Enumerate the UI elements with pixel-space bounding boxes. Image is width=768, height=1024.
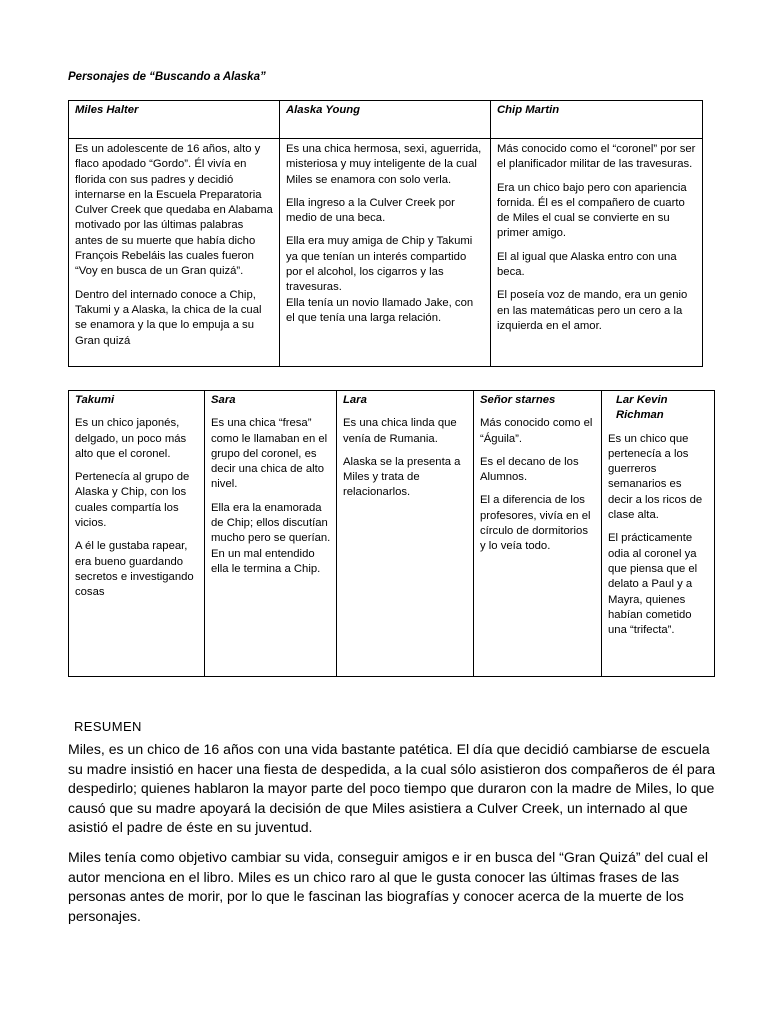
cell-paragraph: El al igual que Alaska entro con una beca. (497, 250, 677, 279)
cell-sara (205, 391, 337, 677)
cell-paragraph: Ella era muy amiga de Chip y Takumi ya que tenían un interés compartido por el alcohol, los cigarros y las travesuras. (286, 235, 473, 294)
summary-heading: RESUMEN (74, 719, 142, 734)
cell-paragraph: Es un chico que pertenecía a los guerreros semanarios es decir a los ricos de clase alta. (608, 432, 703, 522)
header-sara: Sara (211, 394, 236, 406)
cell-lara (337, 391, 474, 677)
cell-paragraph: Dentro del internado conoce a Chip, Takumi y a Alaska, la chica de la cual se enamora y la que lo empuja a su Gran quizá (75, 288, 262, 347)
cell-paragraph: Es el decano de los Alumnos. (480, 455, 579, 484)
cell-paragraph: El prácticamente odia al coronel ya que piensa que el delato a Paul y a Mayra, quienes habían cometido una “trifecta”. (608, 532, 698, 637)
summary-paragraph: Miles, es un chico de 16 años con una vida bastante patética. El día que decidió cambiarse de escuela su madre insistió en hacer una fiesta de despedida, a la cual sólo asistieron dos compañeros de él para despedirlo; quienes hablaron la mayor parte del poco tiempo que duraron con la madre de Miles, lo que causó que su madre apoyará la decisión de que Miles asistiera a Culver Creek, un internado al que asistió el padre de éste en su juventud. (68, 741, 716, 836)
cell-paragraph: El poseía voz de mando, era un genio en las matemáticas pero un cero a la izquierda en el amor. (497, 289, 688, 332)
cell-paragraph: Pertenecía al grupo de Alaska y Chip, con los cuales compartía los vicios. (75, 471, 190, 530)
cell-takumi (69, 391, 205, 677)
header-senor-starnes: Señor starnes (480, 394, 556, 406)
cell-paragraph: Alaska se la presenta a Miles y trata de relacionarlos. (343, 455, 461, 499)
cell-paragraph: Ella tenía un novio llamado Jake, con el que tenía una larga relación. (286, 296, 474, 324)
header-takumi: Takumi (75, 394, 115, 406)
cell-paragraph: Es una chica “fresa” como le llamaban en el grupo del coronel, es decir una chica de alto nivel. (211, 417, 328, 491)
table-row (69, 139, 703, 367)
cell-paragraph: Es una chica hermosa, sexi, aguerrida, misteriosa y muy inteligente de la cual Miles se enamora con solo verla. (286, 143, 482, 186)
cell-paragraph: Ella era la enamorada de Chip; ellos discutían mucho pero se querían. En un mal entendido ella le termina a Chip. (211, 501, 331, 575)
header-miles-halter: Miles Halter (69, 101, 280, 139)
summary-body (68, 740, 718, 936)
header-lar-kevin-richman: Lar Kevin Richman (616, 394, 668, 422)
cell-paragraph: Es un adolescente de 16 años, alto y flaco apodado “Gordo”. Él vivía en florida con sus padres y decidió internarse en la Escuela Preparatoria Culver Creek que quedaba en Alabama motivado por las últimas palabras antes de su muerte que había dicho François Rebeláis las cuales fueron “Voy en busca de un Gran quizá”. (75, 143, 273, 278)
cell-paragraph: Más conocido como el “coronel” por ser el planificador militar de las travesuras. (497, 143, 696, 171)
cell-paragraph: A él le gustaba rapear, era bueno guardando secretos e investigando cosas (75, 540, 194, 599)
cell-paragraph: Es una chica linda que venía de Rumania. (343, 417, 457, 445)
cell-alaska-young (280, 139, 491, 367)
cell-paragraph: El a diferencia de los profesores, vivía en el círculo de dormitorios y lo veía todo. (480, 494, 591, 553)
cell-paragraph: Más conocido como el “Águila”. (480, 417, 593, 445)
characters-table-1 (68, 100, 703, 367)
cell-lar-kevin-richman (602, 391, 715, 677)
cell-miles-halter (69, 139, 280, 367)
cell-paragraph: Era un chico bajo pero con apariencia fornida. Él es el compañero de cuarto de Miles el cual se convierte en su primer amigo. (497, 181, 687, 240)
table-row (69, 391, 715, 677)
cell-paragraph: Es un chico japonés, delgado, un poco más alto que el coronel. (75, 417, 187, 460)
cell-senor-starnes (474, 391, 602, 677)
header-chip-martin: Chip Martin (491, 101, 703, 139)
cell-chip-martin (491, 139, 703, 367)
summary-paragraph: Miles tenía como objetivo cambiar su vida, conseguir amigos e ir en busca del “Gran Quizá” del cual el autor menciona en el libro. Miles es un chico raro al que le gusta conocer las últimas frases de las personas antes de morir, por lo que le fascinan las biografías y conocer acerca de la muerte de los personajes. (68, 848, 709, 924)
cell-paragraph: Ella ingreso a la Culver Creek por medio de una beca. (286, 196, 455, 225)
header-alaska-young: Alaska Young (280, 101, 491, 139)
characters-table-2 (68, 390, 715, 677)
table-header-row (69, 101, 703, 139)
document-title: Personajes de “Buscando a Alaska” (68, 71, 266, 83)
header-lara: Lara (343, 394, 367, 406)
